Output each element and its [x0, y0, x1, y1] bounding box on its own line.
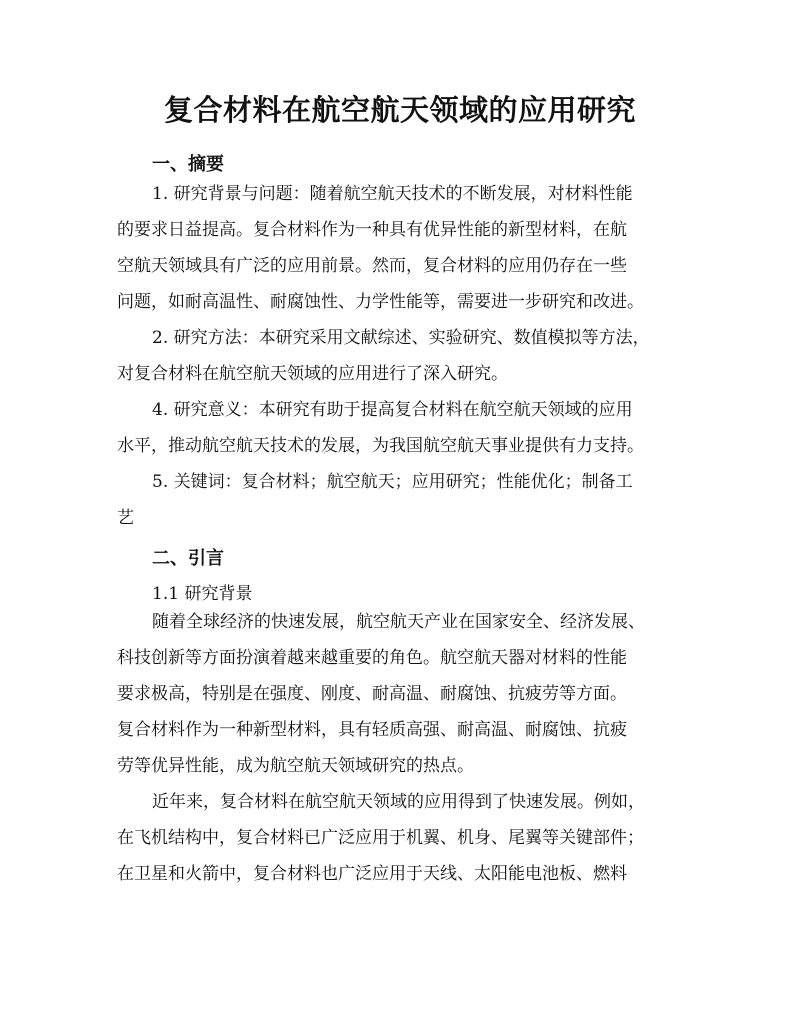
paragraph-line: 随着全球经济的快速发展，航空航天产业在国家安全、经济发展、 — [152, 612, 645, 632]
paragraph-line: 2. 研究方法：本研究采用文献综述、实验研究、数值模拟等方法， — [152, 328, 650, 348]
paragraph-line: 的要求日益提高。复合材料作为一种具有优异性能的新型材料，在航 — [117, 220, 627, 240]
intro-paragraph-1 — [117, 604, 689, 784]
abstract-paragraph-2 — [117, 320, 689, 392]
document-title: 复合材料在航空航天领域的应用研究 — [163, 93, 636, 127]
paragraph-line: 劳等优异性能，成为航空航天领域研究的热点。 — [117, 756, 474, 776]
paragraph-line: 水平，推动航空航天技术的发展，为我国航空航天事业提供有力支持。 — [117, 436, 644, 456]
paragraph-line: 要求极高，特别是在强度、刚度、耐高温、耐腐蚀、抗疲劳等方面。 — [117, 684, 627, 704]
paragraph-line: 1. 研究背景与问题：随着航空航天技术的不断发展，对材料性能 — [152, 184, 633, 204]
abstract-paragraph-3 — [117, 392, 689, 464]
subsection-heading: 1.1 研究背景 — [152, 584, 253, 604]
paragraph-line: 对复合材料在航空航天领域的应用进行了深入研究。 — [117, 364, 508, 384]
abstract-paragraph-1 — [117, 176, 689, 320]
paragraph-line: 在飞机结构中，复合材料已广泛应用于机翼、机身、尾翼等关键部件； — [117, 828, 644, 848]
paragraph-line: 复合材料作为一种新型材料，具有轻质高强、耐高温、耐腐蚀、抗疲 — [117, 720, 627, 740]
paragraph-line: 科技创新等方面扮演着越来越重要的角色。航空航天器对材料的性能 — [117, 648, 627, 668]
paragraph-line: 在卫星和火箭中，复合材料也广泛应用于天线、太阳能电池板、燃料 — [117, 864, 627, 884]
intro-paragraph-2 — [117, 784, 689, 892]
paragraph-line: 5. 关键词：复合材料；航空航天；应用研究；性能优化；制备工 — [152, 472, 633, 492]
section-heading-abstract: 一、摘要 — [152, 154, 224, 175]
section-heading-intro: 二、引言 — [152, 548, 224, 569]
paragraph-line: 问题，如耐高温性、耐腐蚀性、力学性能等，需要进一步研究和改进。 — [117, 292, 644, 312]
abstract-paragraph-4 — [117, 464, 689, 536]
paragraph-line: 空航天领域具有广泛的应用前景。然而，复合材料的应用仍存在一些 — [117, 256, 627, 276]
paragraph-line: 近年来，复合材料在航空航天领域的应用得到了快速发展。例如， — [152, 792, 645, 812]
paragraph-line: 艺 — [117, 508, 134, 528]
paragraph-line: 4. 研究意义：本研究有助于提高复合材料在航空航天领域的应用 — [152, 400, 633, 420]
